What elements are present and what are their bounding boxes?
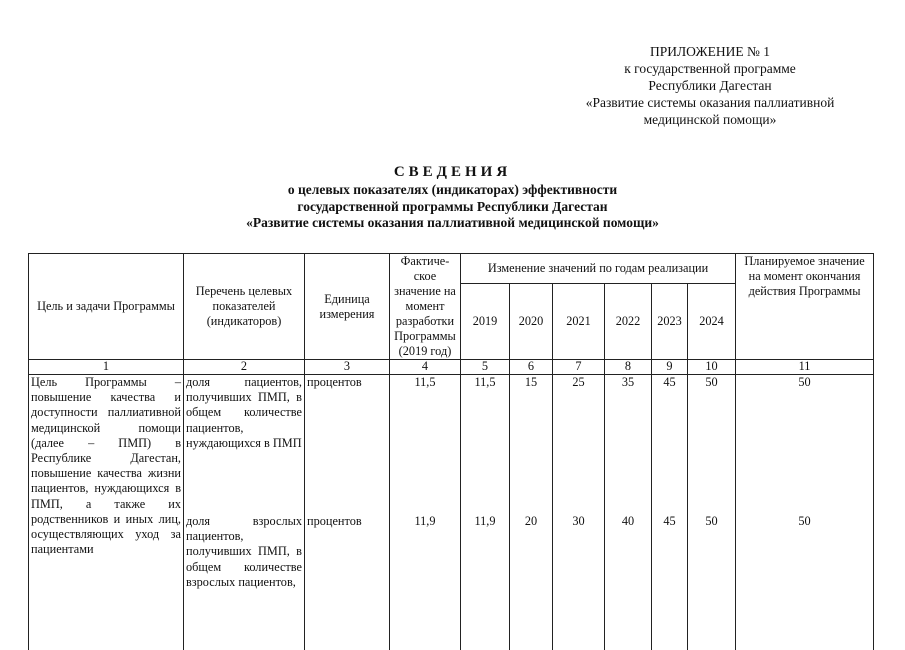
column-number: 3 (305, 360, 390, 375)
column-number: 8 (605, 360, 652, 375)
planned-value: 50 (736, 375, 874, 452)
title-line: «Развитие системы оказания паллиативной медицинской помощи» (246, 215, 659, 230)
appendix-block (560, 43, 860, 128)
document-title (0, 163, 905, 232)
year-value: 40 (605, 514, 652, 590)
column-number: 1 (29, 360, 184, 375)
year-value: 35 (605, 375, 652, 452)
year-value: 11,5 (461, 375, 510, 452)
column-number: 10 (688, 360, 736, 375)
header-goal: Цель и задачи Программы (29, 254, 184, 360)
appendix-line: медицинской помощи» (643, 112, 777, 127)
column-number: 6 (510, 360, 553, 375)
header-year: 2019 (461, 283, 510, 359)
planned-value: 50 (736, 514, 874, 590)
table-row (29, 375, 874, 452)
appendix-line: Республики Дагестан (648, 78, 772, 93)
appendix-line: «Развитие системы оказания паллиативной (585, 95, 835, 110)
title-line: государственной программы Республики Дагестан (297, 198, 608, 214)
title-heading: СВЕДЕНИЯ (393, 164, 512, 180)
year-value: 45 (652, 514, 688, 590)
year-value: 20 (510, 514, 553, 590)
year-value: 50 (688, 375, 736, 452)
column-number: 7 (553, 360, 605, 375)
header-unit: Единица измерения (305, 254, 390, 360)
header-changes: Изменение значений по годам реализации (461, 254, 736, 284)
header-indicators: Перечень целевых показателей (индикаторов) (184, 254, 305, 360)
appendix-title: ПРИЛОЖЕНИЕ № 1 (649, 44, 771, 59)
column-number: 9 (652, 360, 688, 375)
indicator-cell: доля взрослых пациентов, получивших ПМП, в общем количестве взрослых пациентов, (184, 514, 305, 590)
column-numbers-row (29, 360, 874, 375)
header-year: 2023 (652, 283, 688, 359)
year-value: 50 (688, 514, 736, 590)
year-value: 25 (553, 375, 605, 452)
row-continuation (29, 590, 874, 650)
indicators-table (28, 253, 874, 650)
column-number: 5 (461, 360, 510, 375)
indicators-table-wrapper (28, 253, 898, 640)
header-year: 2021 (553, 283, 605, 359)
column-number: 2 (184, 360, 305, 375)
header-year: 2020 (510, 283, 553, 359)
unit-cell: процентов (305, 514, 390, 590)
actual-value: 11,5 (390, 375, 461, 452)
unit-cell: процентов (305, 375, 390, 452)
title-line: о целевых показателях (индикаторах) эффективности (287, 182, 618, 197)
header-year: 2024 (688, 283, 736, 359)
header-actual: Фактиче-ское значение на момент разработки Программы (2019 год) (390, 254, 461, 360)
indicator-cell: доля пациентов, получивших ПМП, в общем количестве пациентов, нуждающихся в ПМП (184, 375, 305, 452)
year-value: 45 (652, 375, 688, 452)
year-value: 11,9 (461, 514, 510, 590)
appendix-line: к государственной программе (624, 61, 796, 76)
actual-value: 11,9 (390, 514, 461, 590)
header-planned: Планируемое значение на момент окончания действия Программы (736, 254, 874, 360)
goal-cell: Цель Программы – повышение качества и доступности паллиативной медицинской помощи (далее – ПМП) в Республике Дагестан, повышение качества жизни пациентов, нуждающихся в ПМП, а также их родственников и иных лиц, осуществляющих уход за пациентами (29, 375, 184, 591)
header-year: 2022 (605, 283, 652, 359)
year-value: 30 (553, 514, 605, 590)
column-number: 11 (736, 360, 874, 375)
year-value: 15 (510, 375, 553, 452)
column-number: 4 (390, 360, 461, 375)
